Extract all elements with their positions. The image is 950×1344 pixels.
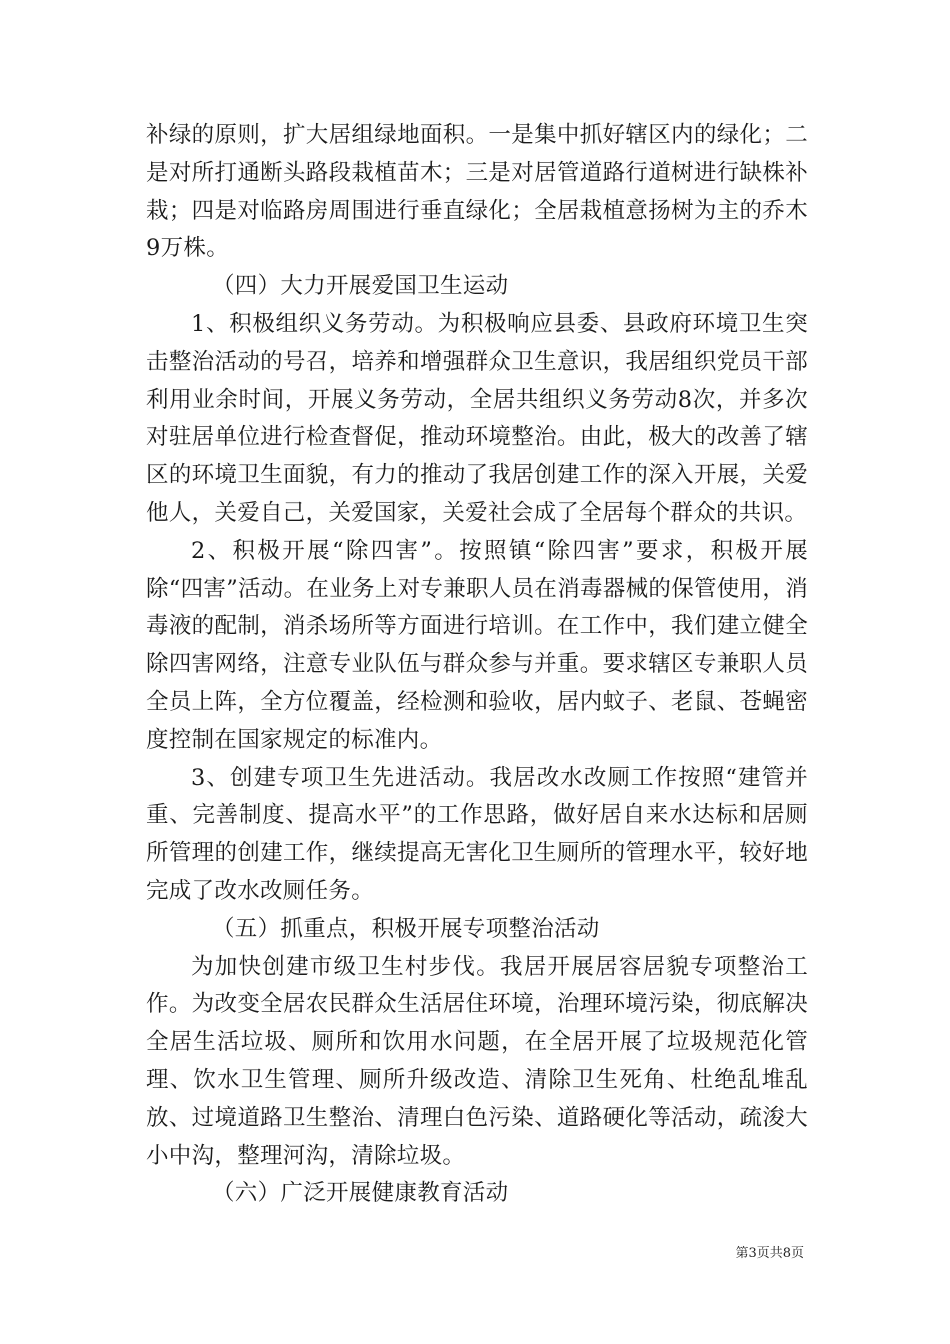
paragraph-greening: 补绿的原则，扩大居组绿地面积。一是集中抓好辖区内的绿化；二是对所打通断头路段栽植苗木；三是对居管道路行道树进行缺株补栽；四是对临路房周围进行垂直绿化；全居栽植意扬树为主的乔木9万株。	[146, 122, 808, 262]
paragraph-sanitation-activity: 3、创建专项卫生先进活动。我居改水改厕工作按照“建管并重、完善制度、提高水平”的工作思路，做好居自来水达标和居厕所管理的创建工作，继续提高无害化卫生厕所的管理水平，较好地完成了改水改厕任务。	[146, 764, 808, 904]
paragraph-special-rectification: 为加快创建市级卫生村步伐。我居开展居容居貌专项整治工作。为改变全居农民群众生活居住环境，治理环境污染，彻底解决全居生活垃圾、厕所和饮用水问题，在全居开展了垃圾规范化管理、饮水卫生管理、厕所升级改造、清除卫生死角、杜绝乱堆乱放、过境道路卫生整治、清理白色污染、道路硬化等活动，疏浚大小中沟，整理河沟，清除垃圾。	[146, 953, 808, 1169]
paragraph-four-pests: 2、积极开展“除四害”。按照镇“除四害”要求，积极开展除“四害”活动。在业务上对专兼职人员在消毒器械的保管使用，消毒液的配制，消杀场所等方面进行培训。在工作中，我们建立健全除四害网络，注意专业队伍与群众参与并重。要求辖区专兼职人员全员上阵，全方位覆盖，经检测和验收，居内蚊子、老鼠、苍蝇密度控制在国家规定的标准内。	[146, 537, 809, 753]
page-number: 第3页共8页	[735, 1246, 804, 1261]
section-heading-5: （五）抓重点，积极开展专项整治活动	[212, 915, 600, 942]
section-heading-4: （四）大力开展爱国卫生运动	[212, 273, 509, 300]
section-heading-6: （六）广泛开展健康教育活动	[212, 1180, 509, 1207]
document-body	[146, 117, 808, 1213]
paragraph-voluntary-labor: 1、积极组织义务劳动。为积极响应县委、县政府环境卫生突击整治活动的号召，培养和增强群众卫生意识，我居组织党员干部利用业余时间，开展义务劳动，全居共组织义务劳动8次，并多次对驻居单位进行检查督促，推动环境整治。由此，极大的改善了辖区的环境卫生面貌，有力的推动了我居创建工作的深入开展，关爱他人，关爱自己，关爱国家，关爱社会成了全居每个群众的共识。	[146, 310, 808, 526]
